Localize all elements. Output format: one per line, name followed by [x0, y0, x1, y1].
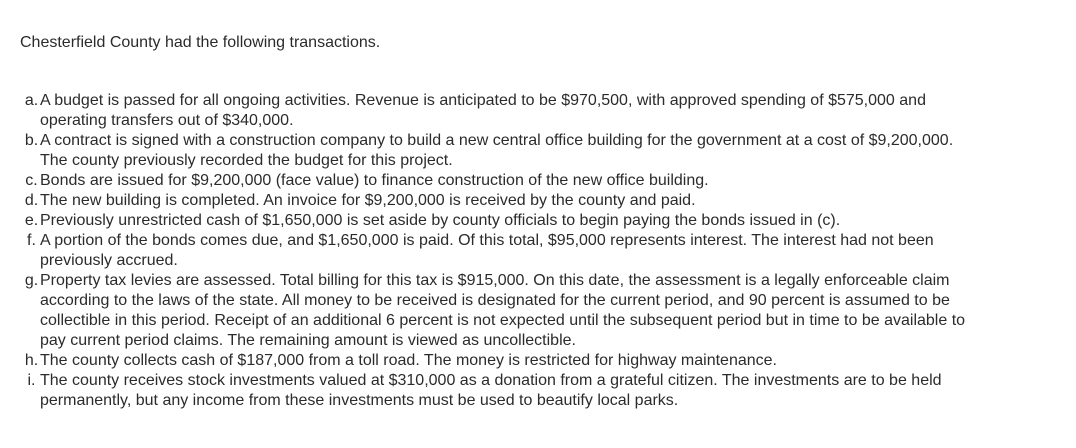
transaction-label: f.: [27, 232, 36, 249]
transaction-label: g.: [24, 272, 39, 289]
transaction-list: [17, 91, 1067, 411]
transaction-label: d.: [24, 192, 39, 209]
transaction-label: e.: [24, 212, 39, 229]
transaction-text: Property tax levies are assessed. Total billing for this tax is $915,000. On this date, the assessment is a legally enforceable claim according to the laws of the state. All money to be received is designated for the current period, and 90 percent is assumed to be collectible in this period. Receipt of an additional 6 percent is not expected until the subsequent period but in time to be available to pay current period claims. The remaining amount is viewed as uncollectible.: [40, 272, 966, 349]
transaction-item-i: [17, 371, 1067, 411]
transaction-label: a.: [24, 92, 39, 109]
transaction-text: The new building is completed. An invoice for $9,200,000 is received by the county and paid.: [40, 192, 696, 209]
transaction-text: The county receives stock investments valued at $310,000 as a donation from a grateful citizen. The investments are to be held permanently, but any income from these investments must be used to beautify local parks.: [40, 372, 942, 409]
transaction-label: i.: [27, 372, 36, 389]
transaction-label: b.: [24, 132, 39, 149]
transaction-text: Previously unrestricted cash of $1,650,000 is set aside by county officials to begin paying the bonds issued in (c).: [40, 212, 841, 229]
transaction-label: h.: [24, 352, 39, 369]
transaction-item-d: [17, 191, 1067, 211]
transaction-text: A portion of the bonds comes due, and $1,650,000 is paid. Of this total, $95,000 represents interest. The interest had not been previously accrued.: [40, 232, 934, 269]
transaction-item-e: [17, 211, 1067, 231]
transaction-item-f: [17, 231, 1067, 271]
transaction-item-h: [17, 351, 1067, 371]
transaction-text: A budget is passed for all ongoing activities. Revenue is anticipated to be $970,500, with approved spending of $575,000 and operating transfers out of $340,000.: [40, 92, 926, 129]
transaction-item-g: [17, 271, 1067, 351]
transaction-item-a: [17, 91, 1067, 131]
transaction-text: The county collects cash of $187,000 from a toll road. The money is restricted for highway maintenance.: [40, 352, 777, 369]
transaction-item-c: [17, 171, 1067, 191]
transaction-label: c.: [25, 172, 38, 189]
transaction-text: A contract is signed with a construction company to build a new central office building for the government at a cost of $9,200,000. The county previously recorded the budget for this project.: [40, 132, 954, 169]
intro-text: Chesterfield County had the following transactions.: [20, 34, 381, 51]
transaction-item-b: [17, 131, 1067, 171]
transaction-text: Bonds are issued for $9,200,000 (face value) to finance construction of the new office building.: [40, 172, 709, 189]
